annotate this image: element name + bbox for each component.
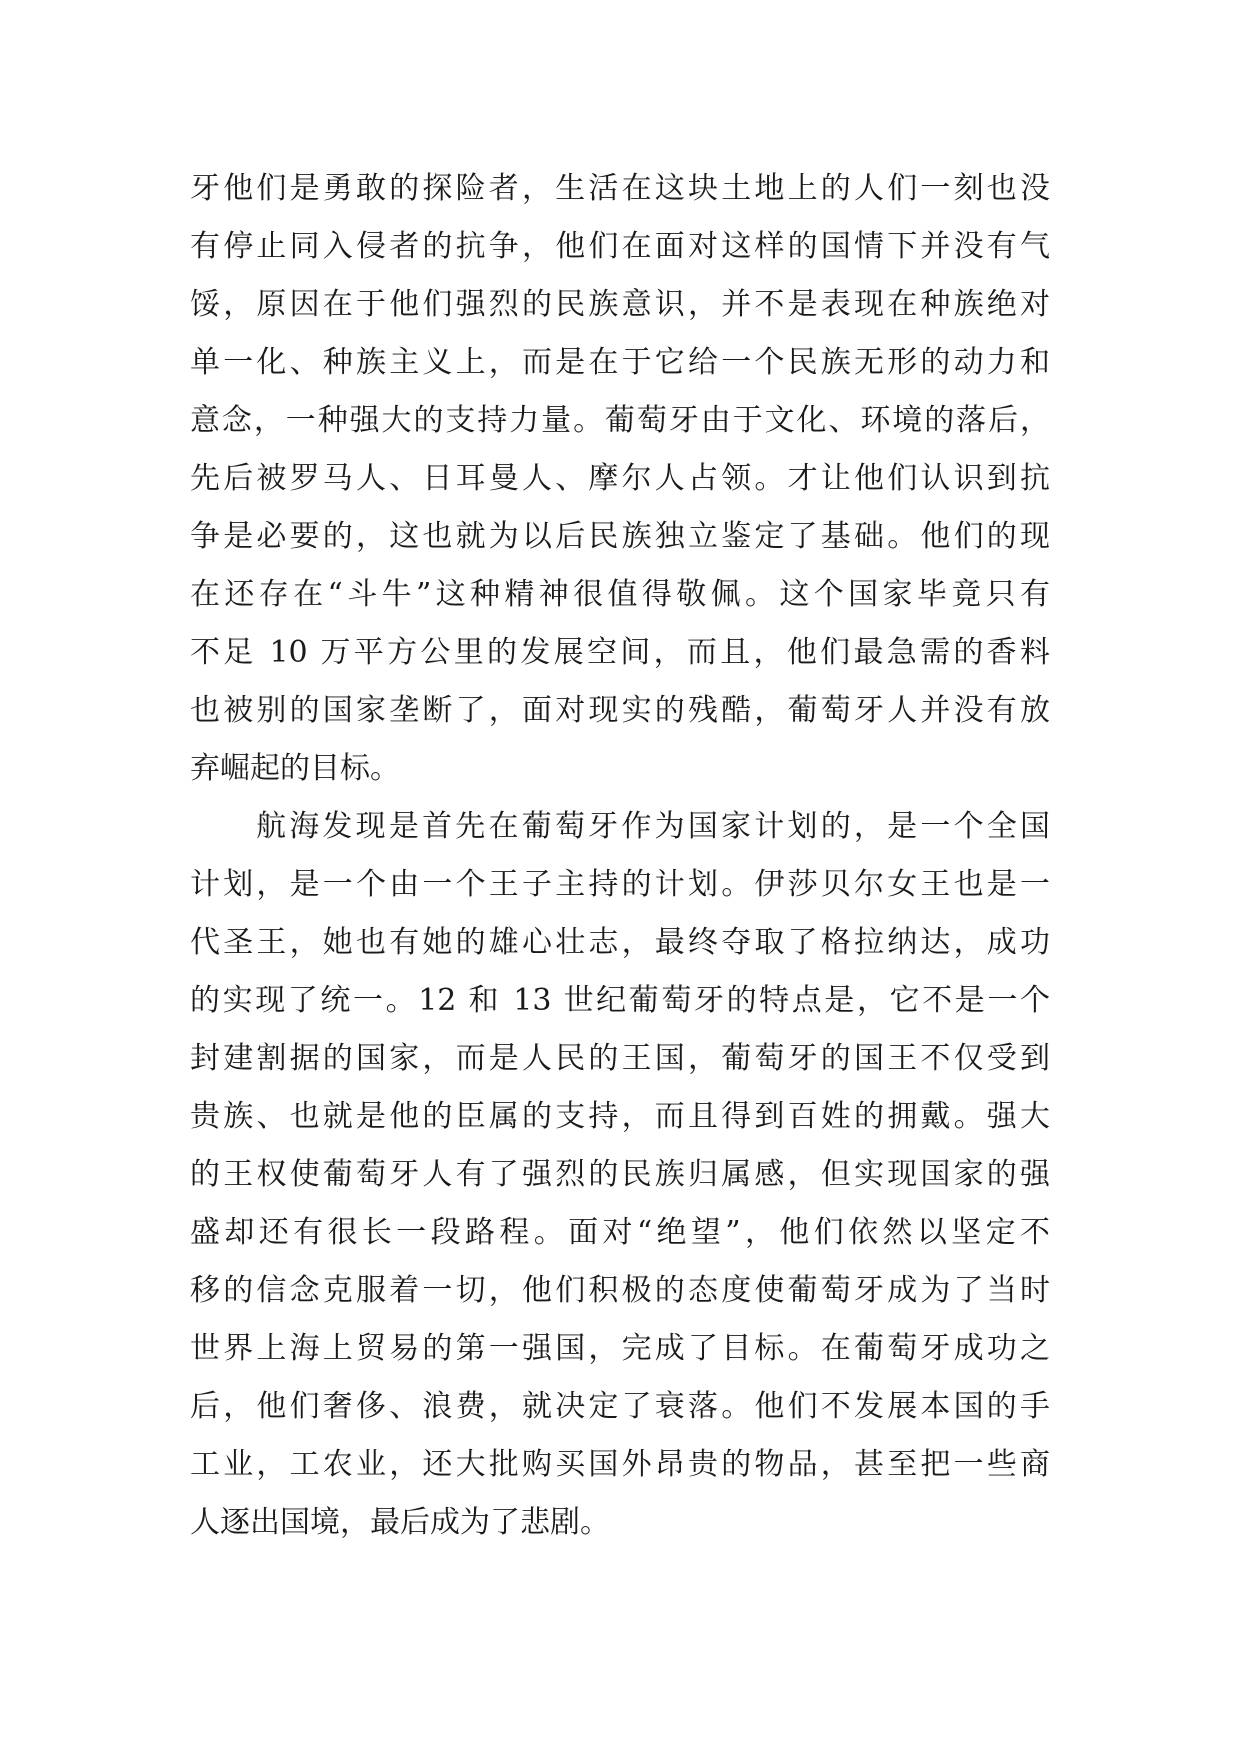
paragraph-1 — [190, 160, 1050, 798]
text-line: 的实现了统一。12 和 13 世纪葡萄牙的特点是，它不是一个 — [190, 983, 1050, 1018]
text-line: 弃崛起的目标。 — [190, 751, 400, 786]
text-line: 先后被罗马人、日耳曼人、摩尔人占领。才让他们认识到抗 — [190, 461, 1050, 496]
text-line: 移的信念克服着一切，他们积极的态度使葡萄牙成为了当时 — [190, 1273, 1050, 1308]
text-line: 贵族、也就是他的臣属的支持，而且得到百姓的拥戴。强大 — [190, 1099, 1050, 1134]
text-line: 也被别的国家垄断了，面对现实的残酷，葡萄牙人并没有放 — [190, 693, 1050, 728]
text-line: 意念，一种强大的支持力量。葡萄牙由于文化、环境的落后， — [190, 403, 1050, 438]
text-line: 封建割据的国家，而是人民的王国，葡萄牙的国王不仅受到 — [190, 1041, 1050, 1076]
text-line: 人逐出国境，最后成为了悲剧。 — [190, 1505, 610, 1540]
paragraph-2 — [190, 798, 1050, 1552]
text-line: 盛却还有很长一段路程。面对“绝望”，他们依然以坚定不 — [190, 1215, 1050, 1250]
text-line: 航海发现是首先在葡萄牙作为国家计划的，是一个全国 — [256, 809, 1050, 844]
text-line: 争是必要的，这也就为以后民族独立鉴定了基础。他们的现 — [190, 519, 1050, 554]
text-line: 在还存在“斗牛”这种精神很值得敬佩。这个国家毕竟只有 — [190, 577, 1050, 612]
text-line: 牙他们是勇敢的探险者，生活在这块土地上的人们一刻也没 — [190, 171, 1050, 206]
text-line: 单一化、种族主义上，而是在于它给一个民族无形的动力和 — [190, 345, 1050, 380]
text-line: 工业，工农业，还大批购买国外昂贵的物品，甚至把一些商 — [190, 1447, 1050, 1482]
text-line: 计划，是一个由一个王子主持的计划。伊莎贝尔女王也是一 — [190, 867, 1050, 902]
text-line: 世界上海上贸易的第一强国，完成了目标。在葡萄牙成功之 — [190, 1331, 1050, 1366]
text-line: 后，他们奢侈、浪费，就决定了衰落。他们不发展本国的手 — [190, 1389, 1050, 1424]
text-line: 不足 10 万平方公里的发展空间，而且，他们最急需的香料 — [190, 635, 1050, 670]
text-line: 有停止同入侵者的抗争，他们在面对这样的国情下并没有气 — [190, 229, 1050, 264]
text-line: 代圣王，她也有她的雄心壮志，最终夺取了格拉纳达，成功 — [190, 925, 1050, 960]
body-text — [190, 160, 1050, 1552]
text-line: 的王权使葡萄牙人有了强烈的民族归属感，但实现国家的强 — [190, 1157, 1050, 1192]
text-line: 馁，原因在于他们强烈的民族意识，并不是表现在种族绝对 — [190, 287, 1050, 322]
